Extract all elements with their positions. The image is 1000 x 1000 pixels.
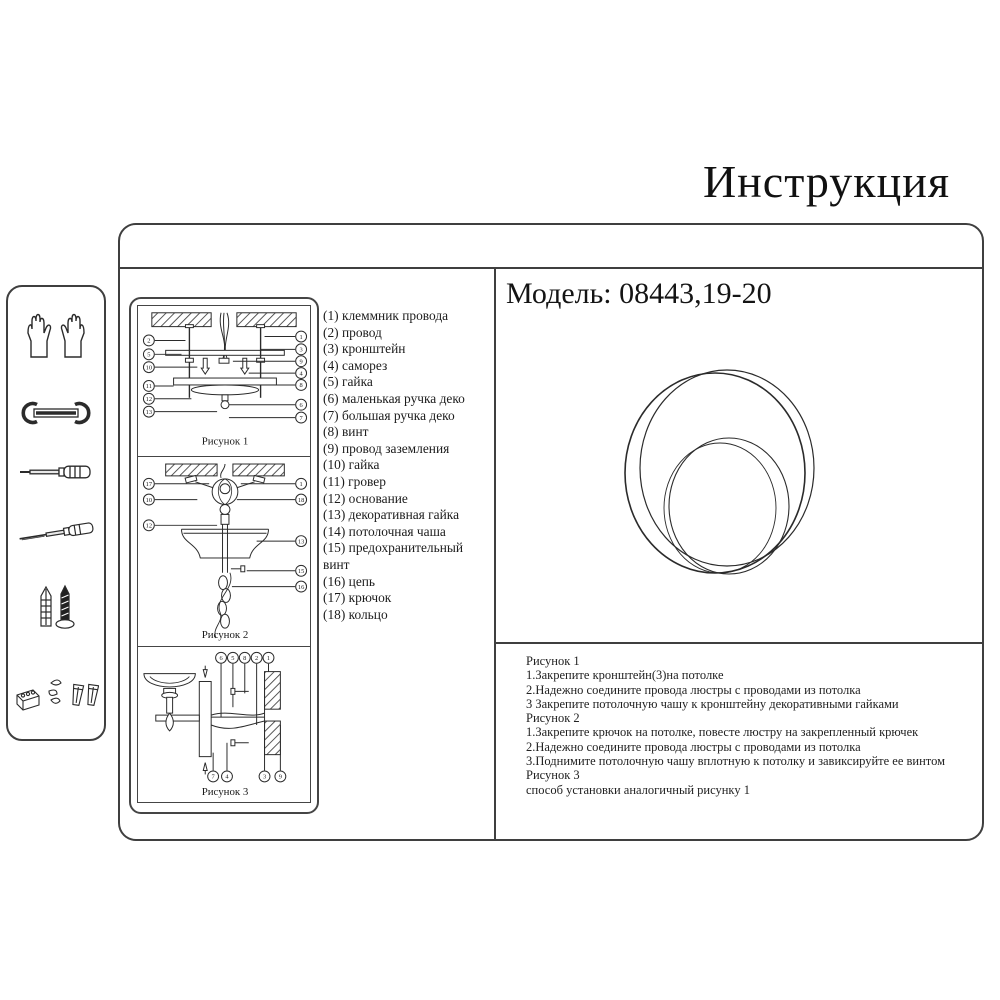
part-item: (9) провод заземления [323,440,450,456]
instruction-line: Рисунок 2 [526,711,580,726]
callout-number: 8 [243,655,247,663]
callout-number: 18 [297,496,305,504]
figure-3-diagram [138,647,312,802]
callout-number: 13 [145,408,153,416]
callout-number: 13 [297,537,305,545]
callout-number: 2 [147,337,151,345]
callout-number: 8 [299,382,303,390]
parts-list [323,308,486,623]
figure-2-panel [137,456,311,648]
instruction-line: способ установки аналогичный рисунку 1 [526,782,750,797]
figure-3-panel [137,646,311,803]
callout-number: 1 [266,655,271,663]
instruction-line: 3.Поднимите потолочную чашу вплотную к потолку и завиксируйте ее винтом [526,754,946,769]
instructions-divider [496,642,982,644]
callout-number: 3 [262,773,267,781]
part-item: (16) цепь [323,573,376,589]
figure-2-diagram [138,457,312,647]
header-strip [120,225,982,269]
callout-number: 7 [299,414,303,422]
instruction-line: 2.Надежно соедините провода люстры с проводами из потолка [526,682,861,697]
instruction-line: 2.Надежно соедините провода люстры с проводами из потолка [526,739,861,754]
callout-number: 1 [299,333,303,341]
part-item: (18) кольцо [323,606,388,622]
part-item: (5) гайка [323,374,373,390]
part-item: (14) потолочная чаша [323,523,446,539]
page-title: Инструкция [702,156,950,207]
callout-number: 5 [147,351,151,359]
part-item: (7) большая ручка деко [323,407,455,423]
part-item: (17) крючок [323,590,392,606]
figure-2-caption: Рисунок 2 [201,628,249,641]
flat-screwdriver-icon [17,463,95,481]
installation-instructions [526,654,978,797]
part-item: (12) основание [323,490,408,506]
wall-plug-and-screw-icon [33,582,79,634]
callout-number: 6 [299,402,303,410]
callout-number: 10 [145,364,153,372]
tools-sidebar [6,285,106,741]
wrench-icon [17,400,95,426]
main-panel [118,223,984,841]
callout-number: 4 [299,370,303,378]
callout-number: 10 [145,496,153,504]
instruction-line: Рисунок 3 [526,768,580,783]
callout-number: 17 [145,480,153,488]
figure-1-diagram [138,306,312,456]
callout-number: 4 [225,773,229,781]
part-item: (6) маленькая ручка деко [323,390,465,406]
callout-number: 2 [255,655,259,663]
callout-number: 7 [211,773,215,781]
instruction-line: 1.Закрепите кронштейн(3)на потолке [526,668,724,683]
part-item: (8) винт [323,424,369,440]
callout-number: 1 [299,480,303,488]
slim-screwdriver-icon [16,519,96,545]
part-item: (3) кронштейн [323,341,406,357]
figure-1-caption: Рисунок 1 [201,435,249,448]
instruction-line: Рисунок 1 [526,654,580,668]
part-item: (10) гайка [323,457,380,473]
callout-number: 16 [297,583,305,591]
part-item: (15) предохранительный винт [323,540,464,572]
part-item: (1) клеммник провода [323,308,449,323]
callout-number: 11 [145,383,152,391]
part-item: (4) саморез [323,357,388,373]
gloves-icon [23,311,89,363]
callout-number: 3 [299,346,303,354]
lamp-drawing [616,359,830,589]
callout-number: 9 [299,358,303,366]
instruction-line: 3 Закрепите потолочную чашу к кронштейну декоративными гайками [526,696,899,711]
callout-number: 15 [297,567,305,575]
callout-number: 5 [231,655,235,663]
callout-number: 12 [145,396,153,404]
part-item: (11) гровер [323,473,386,489]
fastener-parts-icon [13,671,99,715]
callout-number: 9 [278,773,282,781]
instruction-line: 1.Закрепите крючок на потолке, повесте люстру на закрепленный крючек [526,725,919,740]
part-item: (13) декоративная гайка [323,507,460,523]
vertical-divider [494,269,496,839]
figure-3-caption: Рисунок 3 [201,786,249,799]
callout-number: 12 [145,522,153,530]
callout-number: 6 [219,655,223,663]
figure-1-panel [137,305,311,457]
model-label: Модель: 08443,19-20 [506,277,772,310]
figures-container [129,297,319,814]
part-item: (2) провод [323,324,382,340]
